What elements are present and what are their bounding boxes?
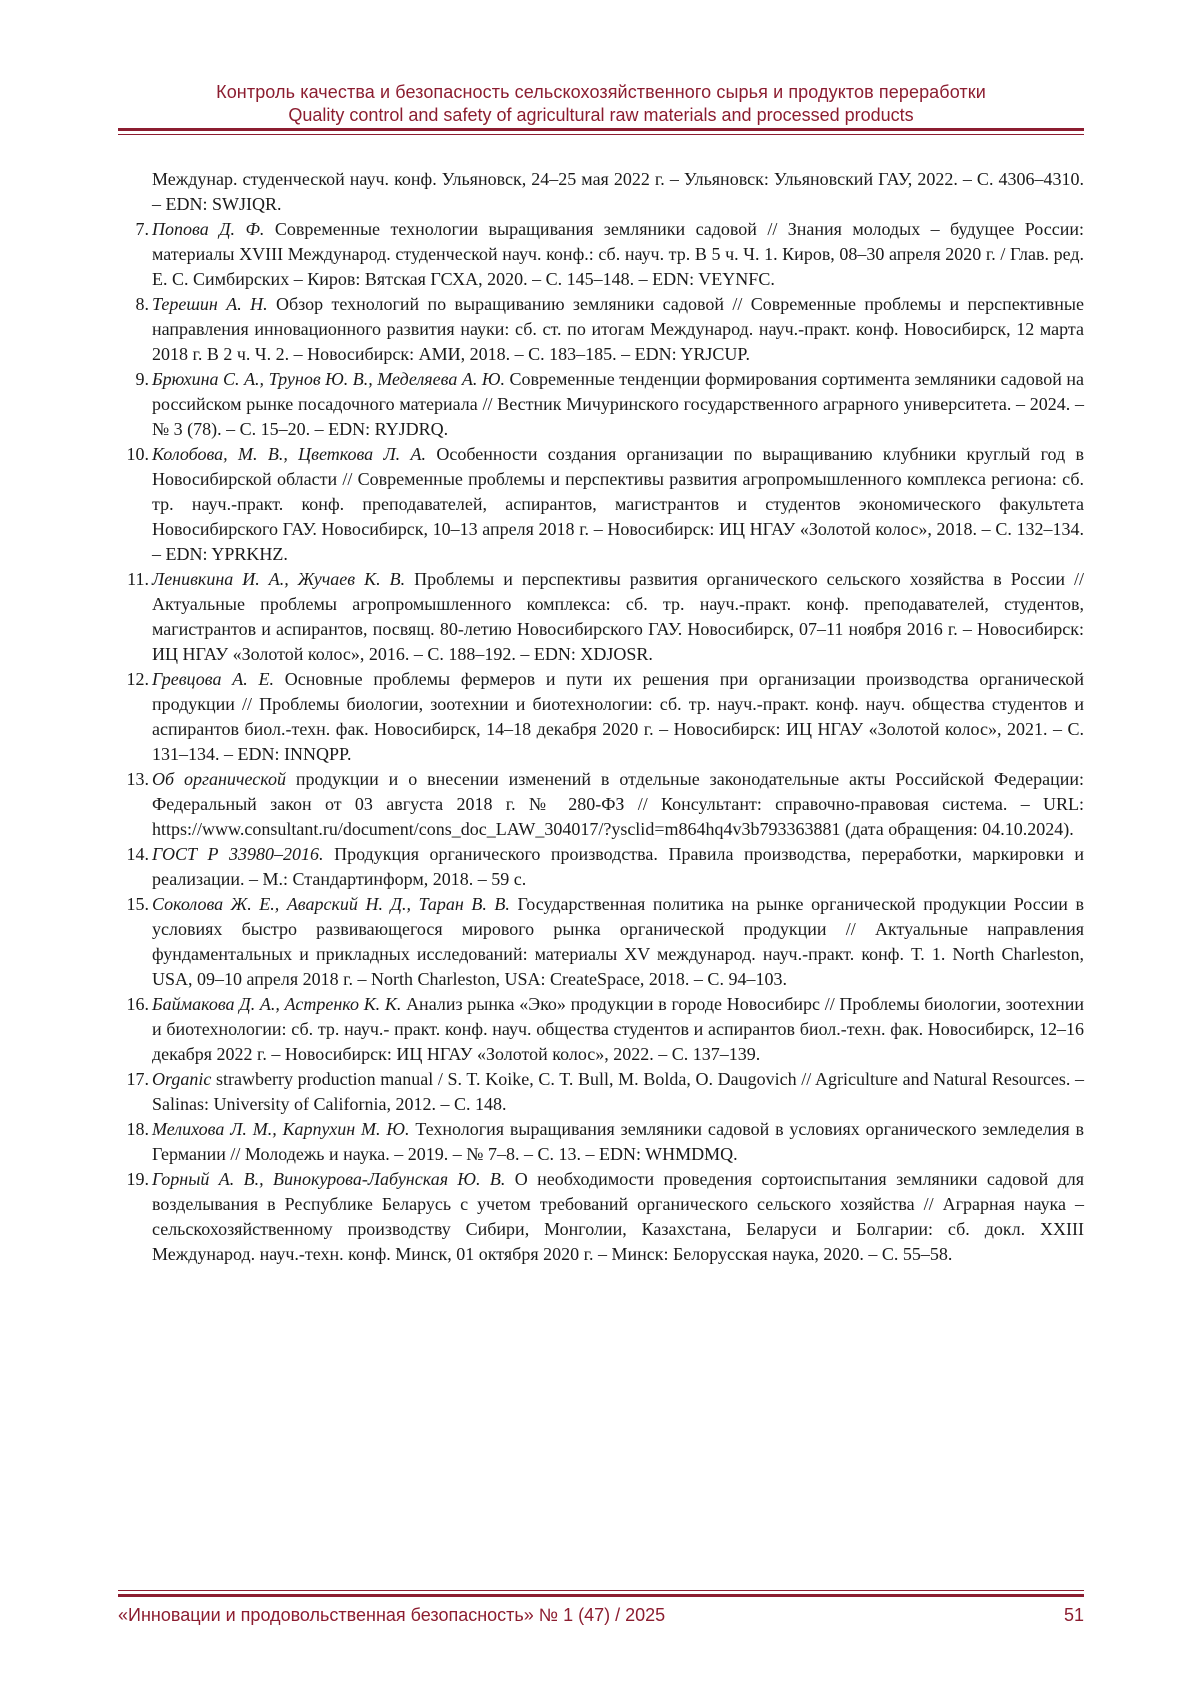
reference-authors: Терешин А. Н.: [152, 294, 268, 314]
reference-authors: Соколова Ж. Е., Аварский Н. Д., Таран В. В.: [152, 894, 510, 914]
reference-authors: Баймакова Д. А., Астренко К. К.: [152, 994, 402, 1014]
header-rule-thin: [118, 134, 1084, 135]
reference-item: [118, 667, 1084, 767]
reference-item: [118, 767, 1084, 842]
reference-item: [118, 1117, 1084, 1167]
running-header: [118, 80, 1084, 126]
reference-authors: Мелихова Л. М., Карпухин М. Ю.: [152, 1119, 410, 1139]
reference-number: 15.: [126, 894, 149, 914]
reference-number: 16.: [126, 994, 149, 1014]
reference-text: strawberry production manual / S. T. Koike, C. T. Bull, M. Bolda, O. Daugovich // Agriculture and Natural Resources. – Salinas: University of California, 2012. – С. 148.: [152, 1069, 1084, 1114]
reference-list: [118, 167, 1084, 1267]
reference-text: Технология выращивания земляники садовой в условиях органического земледелия в Германии // Молодежь и наука. – 2019. – № 7–8. – С. 13. – EDN: WHMDMQ.: [152, 1119, 1084, 1164]
reference-number: 18.: [126, 1119, 149, 1139]
reference-text: Междунар. студенческой науч. конф. Ульяновск, 24–25 мая 2022 г. – Ульяновск: Ульяновский ГАУ, 2022. – С. 4306–4310. – EDN: SWJIQR.: [152, 169, 1084, 214]
header-rule-thick: [118, 128, 1084, 131]
reference-text: Современные технологии выращивания земляники садовой // Знания молодых – будущее России: материалы XVIII Международ. студенческой науч. конф.: сб. науч. тр. В 5 ч. Ч. 1. Киров, 08–30 апреля 2020 г. / Глав. ред. Е. С. Симбирских – Киров: Вятская ГСХА, 2020. – С. 145–148. – EDN: VEYNFC.: [152, 219, 1084, 289]
footer-journal: «Инновации и продовольственная безопасность» № 1 (47) / 2025: [118, 1605, 666, 1625]
reference-item: [118, 442, 1084, 567]
reference-authors: Ленивкина И. А., Жучаев К. В.: [152, 569, 406, 589]
reference-text: О необходимости проведения сортоиспытания земляники садовой для возделывания в Республике Беларусь с учетом требований органического сельского хозяйства // Аграрная наука – сельскохозяйственному производству Сибири, Монголии, Казахстана, Беларуси и Болгарии: сб. докл. XXIII Международ. науч.-техн. конф. Минск, 01 октября 2020 г. – Минск: Белорусская наука, 2020. – С. 55–58.: [152, 1169, 1084, 1264]
reference-authors: Об органической: [152, 769, 286, 789]
reference-text: Современные тенденции формирования сортимента земляники садовой на российском рынке посадочного материала // Вестник Мичуринского государственного аграрного университета. – 2024. – № 3 (78). – С. 15–20. – EDN: RYJDRQ.: [152, 369, 1084, 439]
footer-rule-thin: [118, 1590, 1084, 1591]
reference-item: [118, 367, 1084, 442]
reference-text: Продукция органического производства. Правила производства, переработки, маркировки и реализации. – М.: Стандартинформ, 2018. – 59 с.: [152, 844, 1085, 889]
reference-text: продукции и о внесении изменений в отдельные законодательные акты Российской Федерации: Федеральный закон от 03 августа 2018 г. № 280-ФЗ // Консультант: справочно-правовая система. – URL: https://www.consultant.ru/document/cons_doc_LAW_304017/?ysclid=m864hq4v3b793363881 (дата обращения: 04.10.2024).: [152, 769, 1084, 839]
reference-text: Обзор технологий по выращиванию земляники садовой // Современные проблемы и перспективные направления инновационного развития науки: сб. ст. по итогам Международ. науч.-практ. конф. Новосибирск, 12 марта 2018 г. В 2 ч. Ч. 2. – Новосибирск: АМИ, 2018. – С. 183–185. – EDN: YRJCUP.: [152, 294, 1084, 364]
reference-authors: Брюхина С. А., Трунов Ю. В., Меделяева А. Ю.: [152, 369, 505, 389]
reference-text: Основные проблемы фермеров и пути их решения при организации производства органической продукции // Проблемы биологии, зоотехнии и биотехнологии: сб. тр. науч.-практ. конф. науч. общества студентов и аспирантов биол.-техн. фак. Новосибирск, 14–18 декабря 2020 г. – Новосибирск: ИЦ НГАУ «Золотой колос», 2021. – С. 131–134. – EDN: INNQPP.: [152, 669, 1084, 764]
reference-item: [118, 217, 1084, 292]
reference-number: 10.: [126, 444, 149, 464]
reference-item: [118, 992, 1084, 1067]
running-footer: [118, 1603, 1084, 1627]
reference-item: [118, 1067, 1084, 1117]
reference-item: [118, 842, 1084, 892]
reference-number: 19.: [126, 1169, 149, 1189]
page-number: 51: [1063, 1605, 1084, 1625]
reference-authors: Гревцова А. Е.: [152, 669, 274, 689]
reference-item: [118, 292, 1084, 367]
header-title-ru: Контроль качества и безопасность сельскохозяйственного сырья и продуктов переработки: [216, 82, 986, 102]
reference-text: Проблемы и перспективы развития органического сельского хозяйства в России // Актуальные проблемы агропромышленного комплекса: сб. тр. науч.-практ. конф. преподавателей, студентов, магистрантов и аспирантов, посвящ. 80-летию Новосибирского ГАУ. Новосибирск, 07–11 ноября 2016 г. – Новосибирск: ИЦ НГАУ «Золотой колос», 2016. – С. 188–192. – EDN: XDJOSR.: [152, 569, 1084, 664]
reference-number: 8.: [135, 294, 149, 314]
reference-text: Государственная политика на рынке органической продукции России в условиях быстро развивающегося мирового рынка органической продукции // Актуальные направления фундаментальных и прикладных исследований: материалы XV международ. науч.-практ. конф. Т. 1. North Charleston, USA, 09–10 апреля 2018 г. – North Charleston, USA: CreateSpace, 2018. – С. 94–103.: [152, 894, 1084, 989]
reference-authors: Попова Д. Ф.: [152, 219, 265, 239]
reference-item: [118, 167, 1084, 217]
reference-number: 9.: [135, 369, 149, 389]
reference-number: 17.: [126, 1069, 149, 1089]
reference-number: 14.: [126, 844, 149, 864]
reference-number: 13.: [126, 769, 149, 789]
reference-authors: Organic: [152, 1069, 212, 1089]
reference-number: 7.: [135, 219, 149, 239]
header-title-en: Quality control and safety of agricultural raw materials and processed products: [288, 105, 914, 125]
reference-text: Анализ рынка «Эко» продукции в городе Новосибирс // Проблемы биологии, зоотехнии и биотехнологии: сб. тр. науч.- практ. конф. науч. общества студентов и аспирантов биол.-техн. фак. Новосибирск, 12–16 декабря 2022 г. – Новосибирск: ИЦ НГАУ «Золотой колос», 2022. – С. 137–139.: [152, 994, 1084, 1064]
footer-rule-thick: [118, 1594, 1084, 1597]
reference-authors: Горный А. В., Винокурова-Лабунская Ю. В.: [152, 1169, 506, 1189]
reference-item: [118, 892, 1084, 992]
reference-text: Особенности создания организации по выращиванию клубники круглый год в Новосибирской области // Современные проблемы и перспективы развития агропромышленного комплекса региона: сб. тр. науч.-практ. конф. преподавателей, аспирантов, магистрантов и студентов экономического факультета Новосибирского ГАУ. Новосибирск, 10–13 апреля 2018 г. – Новосибирск: ИЦ НГАУ «Золотой колос», 2018. – С. 132–134. – EDN: YPRKHZ.: [152, 444, 1084, 564]
reference-authors: ГОСТ Р 33980–2016.: [152, 844, 324, 864]
reference-authors: Колобова, М. В., Цветкова Л. А.: [152, 444, 427, 464]
reference-number: 11.: [127, 569, 149, 589]
reference-number: 12.: [126, 669, 149, 689]
reference-item: [118, 567, 1084, 667]
reference-item: [118, 1167, 1084, 1267]
